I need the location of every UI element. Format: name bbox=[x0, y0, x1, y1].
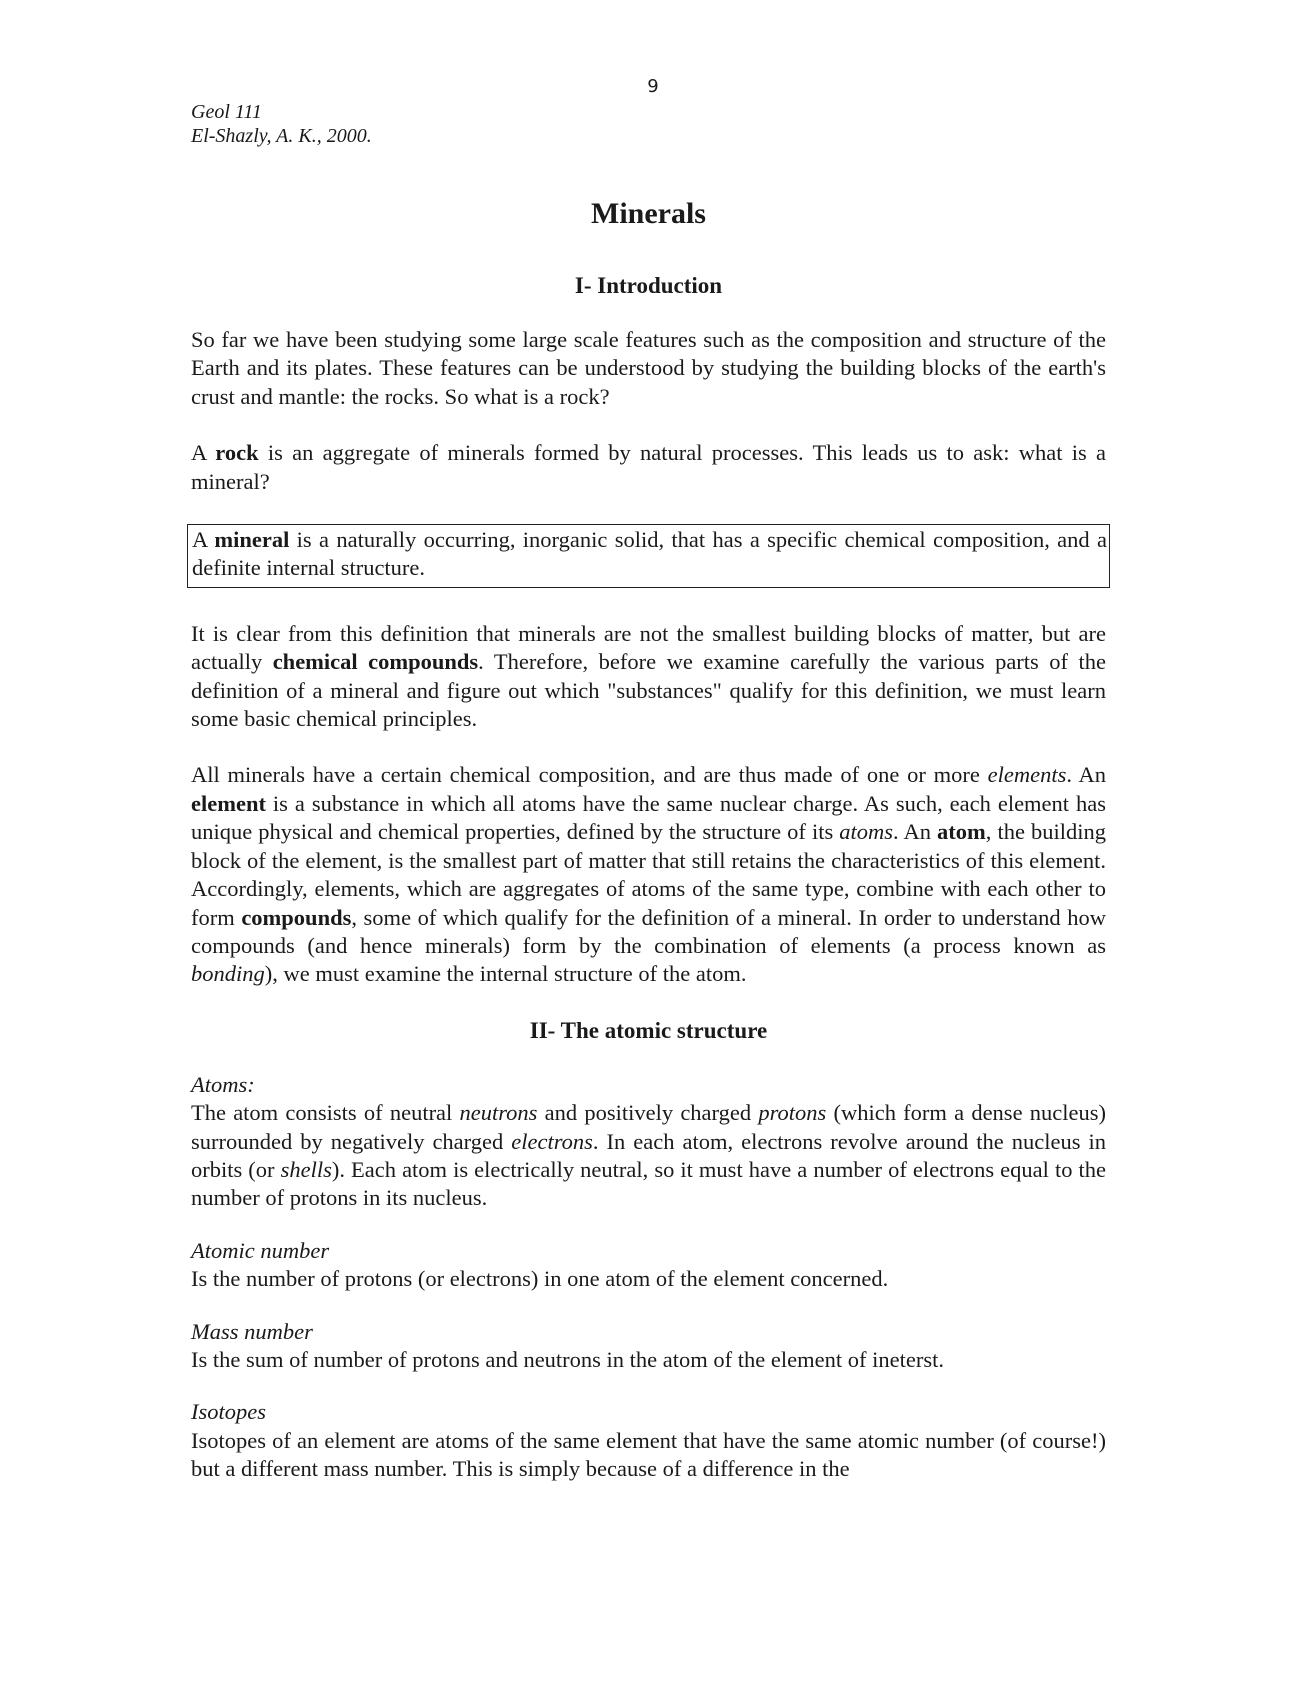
page-title: Minerals bbox=[591, 197, 706, 230]
term-isotopes: Isotopes bbox=[191, 1399, 266, 1425]
document-header bbox=[191, 100, 372, 148]
paragraph-chemical-compounds: It is clear from this definition that minerals are not the smallest building blocks of matter, but are actually chemical compounds. Therefore, before we examine carefully the various parts of the definition of a mineral and figure out which "substances" qualify for this definition, we must learn some basic chemical principles. bbox=[191, 620, 1106, 732]
course-code: Geol 111 bbox=[191, 101, 262, 123]
paragraph-rock-definition: A rock is an aggregate of minerals formed by natural processes. This leads us to ask: what is a mineral? bbox=[191, 440, 1106, 494]
term-atomic-number: Atomic number bbox=[191, 1237, 330, 1263]
mineral-definition-box: A mineral is a naturally occurring, inorganic solid, that has a specific chemical composition, and a definite internal structure. bbox=[187, 524, 1110, 588]
definition-mass-number-text: Is the sum of number of protons and neutrons in the atom of the element of ineterst. bbox=[191, 1346, 944, 1372]
page-number: 9 bbox=[647, 76, 659, 97]
definition-isotopes-text: Isotopes of an element are atoms of the same element that have the same atomic number (of course!) but a different mass number. This is simply because of a difference in the bbox=[191, 1427, 1106, 1482]
section-heading-atomic-structure: II- The atomic structure bbox=[529, 1017, 768, 1043]
term-atoms: Atoms: bbox=[191, 1071, 255, 1097]
definition-atoms-text: The atom consists of neutral neutrons and positively charged protons (which form a dense nucleus) surrounded by negatively charged electrons. In each atom, electrons revolve around the nucleus in orbits (or shells). Each atom is electrically neutral, so it must have a number of electrons equal to the number of protons in its nucleus. bbox=[191, 1100, 1106, 1211]
document-body bbox=[191, 196, 1106, 1508]
section-heading-introduction: I- Introduction bbox=[574, 273, 723, 298]
term-mass-number: Mass number bbox=[191, 1318, 313, 1344]
term-element: element bbox=[191, 790, 266, 816]
definition-isotopes bbox=[191, 1398, 1106, 1483]
term-chemical-compounds: chemical compounds bbox=[272, 649, 479, 675]
definition-atomic-number bbox=[191, 1237, 1106, 1294]
paragraph-intro: So far we have been studying some large scale features such as the composition and structure of the Earth and its plates. These features can be understood by studying the building blocks of the earth's crust and mantle: the rocks. So what is a rock? bbox=[191, 327, 1106, 409]
definition-mass-number bbox=[191, 1318, 1106, 1375]
term-compounds: compounds bbox=[241, 904, 352, 930]
term-atom: atom bbox=[937, 819, 986, 845]
paragraph-elements: All minerals have a certain chemical composition, and are thus made of one or more elements. An element is a substance in which all atoms have the same nuclear charge. As such, each element has unique physical and chemical properties, defined by the structure of its atoms. An atom, the building block of the element, is the smallest part of matter that still retains the characteristics of this element. Accordingly, elements, which are aggregates of atoms of the same type, combine with each other to form compounds, some of which qualify for the definition of a mineral. In order to understand how compounds (and hence minerals) form by the combination of elements (a process known as bonding), we must examine the internal structure of the atom. bbox=[191, 762, 1107, 987]
definition-atomic-number-text: Is the number of protons (or electrons) in one atom of the element concerned. bbox=[191, 1266, 889, 1292]
author-citation: El-Shazly, A. K., 2000. bbox=[191, 125, 372, 147]
term-mineral: mineral bbox=[214, 527, 290, 553]
definition-atoms bbox=[191, 1071, 1106, 1213]
term-rock: rock bbox=[215, 440, 259, 466]
